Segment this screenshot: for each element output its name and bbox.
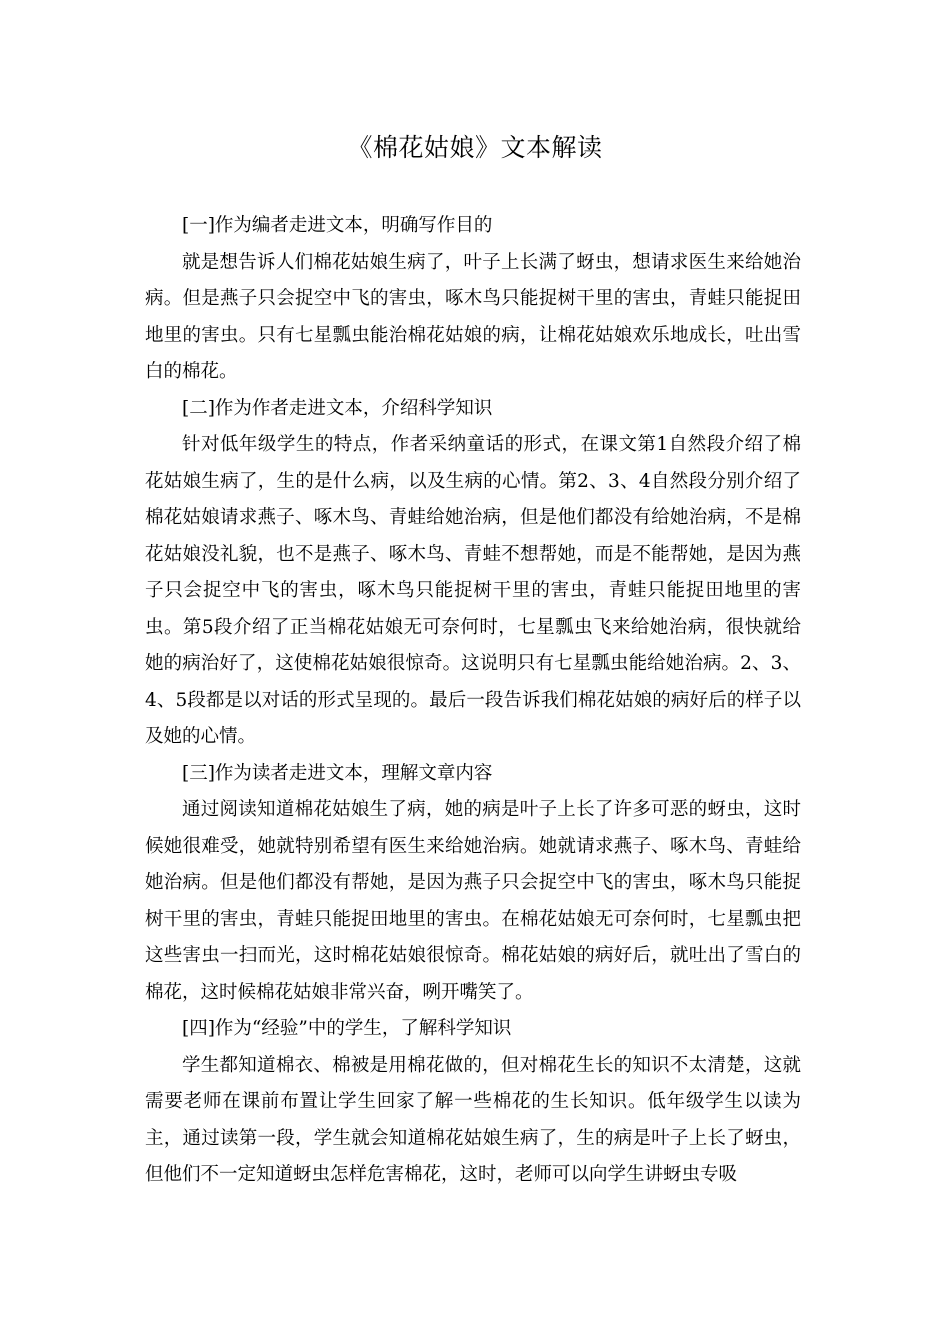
section-heading-3: [三]作为读者走进文本，理解文章内容 xyxy=(182,762,493,784)
section-heading-1: [一]作为编者走进文本，明确写作目的 xyxy=(182,215,493,236)
paragraph-3: 通过阅读知道棉花姑娘生了病，她的病是叶子上长了许多可恶的蚜虫，这时候她很难受，她就特别希望有医生来给她治病。她就请求燕子、啄木鸟、青蛙给她治病。但是他们都没有帮她，是因为燕子只会捉空中飞的害虫，啄木鸟只能捉树干里的害虫，青蛙只能捉田地里的害虫。在棉花姑娘无可奈何时，七星瓢虫把这些害虫一扫而光，这时棉花姑娘很惊奇。棉花姑娘的病好后，就吐出了雪白的棉花，这时候棉花姑娘非常兴奋，咧开嘴笑了。 xyxy=(145,799,801,1003)
document-body xyxy=(145,208,801,1194)
paragraph-1: 就是想告诉人们棉花姑娘生病了，叶子上长满了蚜虫，想请求医生来给她治病。但是燕子只会捉空中飞的害虫，啄木鸟只能捉树干里的害虫，青蛙只能捉田地里的害虫。只有七星瓢虫能治棉花姑娘的病，让棉花姑娘欢乐地成长，吐出雪白的棉花。 xyxy=(145,251,801,382)
section-heading-2: [二]作为作者走进文本，介绍科学知识 xyxy=(182,397,493,419)
section-heading-4: [四]作为“经验”中的学生，了解科学知识 xyxy=(182,1018,512,1039)
paragraph-4: 学生都知道棉衣、棉被是用棉花做的，但对棉花生长的知识不太清楚，这就需要老师在课前布置让学生回家了解一些棉花的生长知识。低年级学生以读为主，通过读第一段，学生就会知道棉花姑娘生病了，生的病是叶子上长了蚜虫，但他们不一定知道蚜虫怎样危害棉花，这时，老师可以向学生讲蚜虫专吸 xyxy=(145,1054,801,1185)
paragraph-2: 针对低年级学生的特点，作者采纳童话的形式，在课文第1自然段介绍了棉花姑娘生病了，生的是什么病，以及生病的心情。第2、3、4自然段分别介绍了棉花姑娘请求燕子、啄木鸟、青蛙给她治病，但是他们都没有给她治病，不是棉花姑娘没礼貌，也不是燕子、啄木鸟、青蛙不想帮她，而是不能帮她，是因为燕子只会捉空中飞的害虫，啄木鸟只能捉树干里的害虫，青蛙只能捉田地里的害虫。第5段介绍了正当棉花姑娘无可奈何时，七星瓢虫飞来给她治病，很快就给她的病治好了，这使棉花姑娘很惊奇。这说明只有七星瓢虫能给她治病。2、3、4、5段都是以对话的形式呈现的。最后一段告诉我们棉花姑娘的病好后的样子以及她的心情。 xyxy=(145,434,801,747)
document-title: 《棉花姑娘》文本解读 xyxy=(347,133,603,162)
